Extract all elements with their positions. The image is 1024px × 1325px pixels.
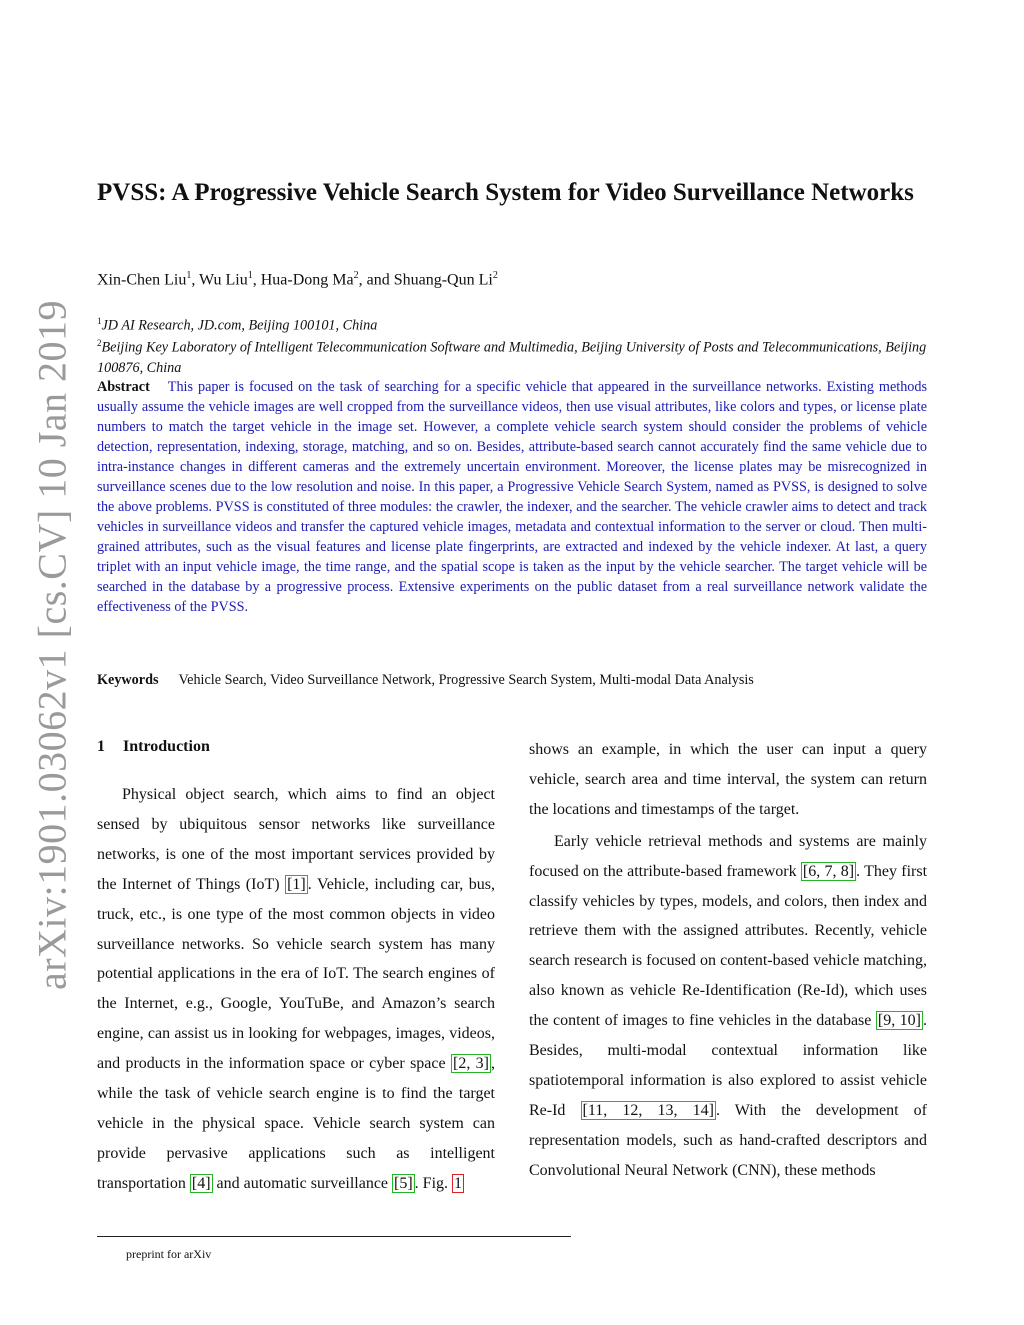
keywords-text: Vehicle Search, Video Surveillance Network, Progressive Search System, Multi-modal Data Analysis [178,672,754,688]
paragraph [97,780,495,1199]
citation-link[interactable]: [2, 3] [452,1055,490,1073]
citation-link[interactable]: [6, 7, 8] [802,862,855,880]
keywords [97,672,927,689]
author-affil-mark: 2 [353,270,359,281]
author-name: Xin-Chen Liu [97,271,187,289]
abstract [97,377,927,617]
body-text: . With the development of representation models, such as hand-crafted descriptors and Convolutional Neural Network (CNN), these methods [529,1101,928,1179]
affiliation-text: Beijing Key Laboratory of Intelligent Telecommunication Software and Multimedia, Beijing University of Posts and Telecommunications, Beijing 100876, China [97,339,927,376]
author-affil-mark: 2 [492,270,498,281]
footnote: preprint for arXiv [126,1247,212,1261]
section-title: Introduction [123,738,210,755]
section-heading [97,738,210,756]
citation-link[interactable]: [11, 12, 13, 14] [582,1101,714,1119]
abstract-text: This paper is focused on the task of searching for a specific vehicle that appeared in the surveillance networks. Existing methods usually assume the vehicle images are well cropped from the surveillance videos, then use visual attributes, like colors and types, or license plate numbers to match the target vehicle in the image set. However, a complete vehicle search system should consider the problems of vehicle detection, representation, indexing, storage, matching, and so on. Besides, attribute-based search cannot accurately find the same vehicle due to intra-instance changes in different cameras and the extremely uncertain environment. Moreover, the license plates may be misrecognized in surveillance scenes due to the low resolution and noise. In this paper, a Progressive Vehicle Search System, named as PVSS, is designed to solve the above problems. PVSS is constituted of three modules: the crawler, the indexer, and the searcher. The vehicle crawler aims to detect and track vehicles in surveillance videos and transfer the captured vehicle images, metadata and contextual information to the server or cloud. Then multi-grained attributes, such as the visual features and license plate fingerprints, are extracted and indexed by the vehicle indexer. At last, a query triplet with an input vehicle image, the time range, and the spatial scope is taken as the input by the vehicle searcher. The target vehicle will be searched in the database by a progressive process. Extensive experiments on the public dataset from a real surveillance network validate the effectiveness of the PVSS. [97,379,927,615]
author-separator: , and [358,271,394,289]
affiliation-mark: 1 [97,316,102,326]
author-name: Wu Liu [199,271,248,289]
citation-link[interactable]: [5] [394,1174,413,1192]
author-affil-mark: 1 [186,270,192,281]
right-column [529,735,927,1186]
arxiv-identifier-stamp: arXiv:1901.03062v1 [cs.CV] 10 Jan 2019 [29,299,75,991]
author-separator: , [252,271,261,289]
body-text: . Fig. [414,1174,453,1192]
abstract-label: Abstract [97,379,150,395]
left-column [97,780,495,1199]
body-text: Physical object search, which aims to find an object sensed by ubiquitous sensor networks like surveillance networks, is one of the most important services provided by the Internet of Things (IoT) [97,786,495,893]
citation-link[interactable]: [1] [287,875,306,893]
paragraph [529,827,927,1186]
keywords-label: Keywords [97,672,159,688]
figure-link[interactable]: 1 [454,1174,463,1192]
author-list [97,270,927,289]
author-name: Hua-Dong Ma [260,271,354,289]
body-text: , while the task of vehicle search engine is to find the target vehicle in the physical space. Vehicle search system can provide pervasive applications such as intelligent transportation [97,1055,496,1192]
body-text: . Vehicle, including car, bus, truck, etc., is one type of the most common objects in video surveillance networks. So vehicle search system has many potential applications in the era of IoT. The search engines of the Internet, e.g., Google, YouTuBe, and Amazon’s search engine, can assist us in looking for webpages, images, videos, and products in the information space or cyber space [97,875,495,1073]
author-separator: , [191,271,200,289]
affiliation-2 [97,333,927,378]
footnote-rule [97,1236,571,1237]
body-text: . Besides, multi-modal contextual information like spatiotemporal information is also explored to assist vehicle Re-Id [529,1012,928,1119]
citation-link[interactable]: [4] [191,1174,211,1192]
author-name: Shuang-Qun Li [393,271,493,289]
paper-title: PVSS: A Progressive Vehicle Search System for Video Surveillance Networks [97,179,914,206]
paragraph: shows an example, in which the user can input a query vehicle, search area and time interval, the system can return the locations and timestamps of the target. [529,741,927,818]
citation-link[interactable]: [9, 10] [877,1012,922,1030]
affiliation-text: JD AI Research, JD.com, Beijing 100101, China [101,317,378,334]
body-text: and automatic surveillance [212,1174,393,1192]
body-text: . They first classify vehicles by types, models, and colors, then index and retrieve them with the assigned attributes. Recently, vehicle search research is focused on content-based vehicle matching, also known as vehicle Re-Identification (Re-Id), which uses the content of images to fine vehicles in the database [529,862,928,1030]
section-number: 1 [97,738,105,755]
author-affil-mark: 1 [247,270,253,281]
affiliation-mark: 2 [97,338,102,348]
body-text: Early vehicle retrieval methods and systems are mainly focused on the attribute-based framework [529,832,927,880]
